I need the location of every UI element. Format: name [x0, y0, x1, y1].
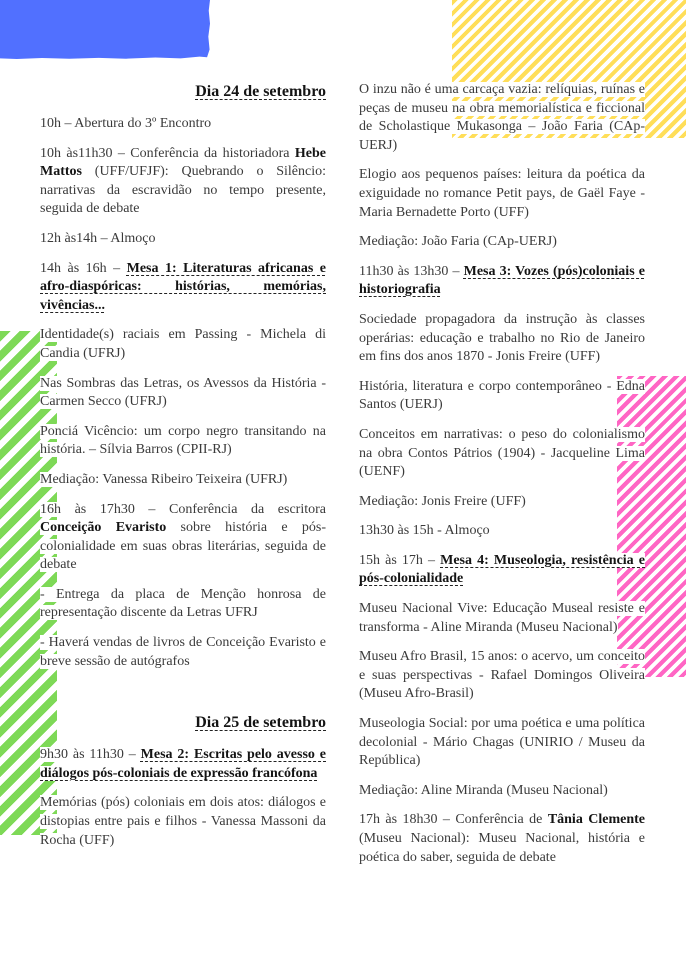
talk-item: Conceitos em narrativas: o peso do colonialismo na obra Contos Pátrios (1904) - Jacqueline Lima (UENF) [359, 426, 645, 480]
talk-item: Sociedade propagadora da instrução às classes operárias: educação e trabalho no Rio de Janeiro em fins dos anos 1870 - Jonis Freire (UFF) [359, 311, 645, 365]
session-time: 9h30 às 11h30 – [40, 747, 141, 763]
talk-item: Ponciá Vicêncio: um corpo negro transitando na história. – Sílvia Barros (CPII-RJ) [40, 423, 326, 458]
day-heading-24 [40, 82, 326, 102]
schedule-item-closing-conference: 17h às 18h30 – Conferência de Tânia Clemente (Museu Nacional): Museu Nacional, história e poética do saber, seguida de debate [359, 812, 645, 865]
talk-item: Identidade(s) raciais em Passing - Michela di Candia (UFRJ) [40, 327, 326, 361]
talk-item: Nas Sombras das Letras, os Avessos da História - Carmen Secco (UFRJ) [40, 375, 326, 410]
schedule-item-opening: 10h – Abertura do 3º Encontro [40, 116, 212, 131]
mediation-text: Mediação: João Faria (CAp-UERJ) [359, 234, 557, 250]
schedule-item-lunch: 12h às14h – Almoço [40, 230, 156, 246]
speaker-name: Hebe Mattos [40, 145, 326, 180]
schedule-item-mesa-4 [359, 552, 645, 589]
session-title: Mesa 1: Literaturas africanas e afro-diaspóricas: histórias, memórias, vivências... [40, 260, 326, 313]
schedule-item-mesa-3 [359, 263, 645, 300]
day-heading-text: Dia 25 de setembro [195, 714, 326, 732]
blue-brush-block-decoration [0, 0, 210, 59]
right-column [359, 81, 645, 878]
left-column [40, 82, 326, 861]
mediation-text: Mediação: Vanessa Ribeiro Teixeira (UFRJ) [40, 471, 288, 487]
day-heading-text: Dia 24 de setembro [195, 83, 326, 100]
session-time: 11h30 às 13h30 – [359, 263, 464, 279]
day-heading-25 [40, 713, 326, 733]
mediation-text: Mediação: Aline Miranda (Museu Nacional) [359, 782, 608, 798]
talk-item: Memórias (pós) coloniais em dois atos: diálogos e distopias entre pais e filhos - Vanessa Massoni da Rocha (UFF) [40, 795, 326, 848]
schedule-item-lunch: 13h30 às 15h - Almoço [359, 523, 490, 539]
talk-item: História, literatura e corpo contemporâneo - Edna Santos (UERJ) [359, 378, 645, 413]
talk-item: O inzu não é uma carcaça vazia: relíquias, ruínas e peças de museu na obra memorialística e ficcional de Scholastique Mukasonga – João Faria (CAp-UERJ) [359, 82, 645, 153]
talk-item: Museu Nacional Vive: Educação Museal resiste e transforma - Aline Miranda (Museu Nacional) [359, 601, 645, 635]
schedule-item-conference-2: 16h às 17h30 – Conferência da escritora Conceição Evaristo sobre história e pós-colonialidade em suas obras literárias, seguida de debate [40, 501, 326, 573]
speaker-name: Tânia Clemente [547, 812, 645, 828]
session-time: 14h às 16h – [40, 260, 127, 276]
note-item: - Haverá vendas de livros de Conceição Evaristo e breve sessão de autógrafos [40, 635, 326, 669]
talk-item: Museu Afro Brasil, 15 anos: o acervo, um conceito e suas perspectivas - Rafael Domingos Oliveira (Museu Afro-Brasil) [359, 649, 645, 702]
talk-item: Elogio aos pequenos países: leitura da poética da exiguidade no romance Petit pays, de Gaël Faye - Maria Bernadette Porto (UFF) [359, 167, 645, 220]
mediation-text: Mediação: Jonis Freire (UFF) [359, 493, 526, 509]
schedule-item-conference: 10h às11h30 – Conferência da historiadora Hebe Mattos (UFF/UFJF): Quebrando o Silêncio: narrativas da escravidão no tempo presente, seguida de debate [40, 145, 326, 217]
schedule-item-mesa-2 [40, 746, 326, 783]
schedule-item-mesa-1 [40, 260, 326, 316]
session-title: Mesa 4: Museologia, resistência e pós-colonialidade [359, 552, 645, 587]
session-title: Mesa 2: Escritas pelo avesso e diálogos pós-coloniais de expressão francófona [40, 747, 326, 781]
note-item: - Entrega da placa de Menção honrosa de representação discente da Letras UFRJ [40, 586, 326, 621]
talk-item: Museologia Social: por uma poética e uma política decolonial - Mário Chagas (UNIRIO / Museu da República) [359, 716, 645, 769]
session-time: 15h às 17h – [359, 552, 441, 568]
speaker-name: Conceição Evaristo [40, 520, 167, 536]
session-title: Mesa 3: Vozes (pós)coloniais e historiografia [359, 263, 645, 298]
